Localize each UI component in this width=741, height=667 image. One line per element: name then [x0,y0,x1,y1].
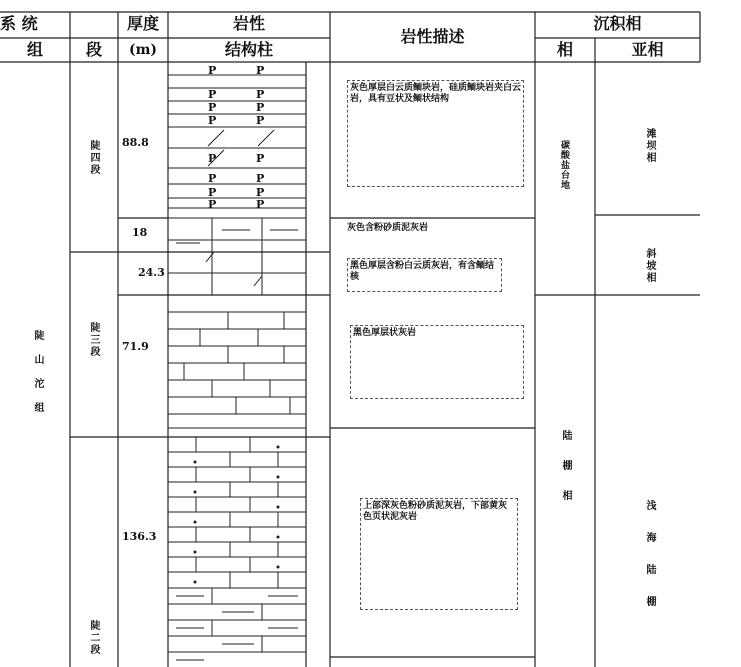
thickness-value: 136.3 [122,530,157,543]
description-text: 上部深灰色粉砂质泥灰岩，下部黄灰色页状泥灰岩 [363,501,508,522]
description-text: 黑色厚层状灰岩 [353,328,417,338]
pattern-symbol: P [208,186,217,199]
header-facies: 沉积相 [593,14,642,33]
description-box [360,498,518,610]
facies-name: 陆棚相 [560,430,571,520]
subfacies-name: 斜坡相 [644,248,655,284]
pattern-symbol: P [208,114,217,127]
thickness-value: 24.3 [138,266,165,279]
pattern-symbol: P [256,88,265,101]
pattern-symbol: P [208,152,217,165]
header-thickness-unit: (m) [128,42,158,58]
pattern-symbol: P [256,172,265,185]
pattern-symbol: P [208,101,217,114]
header-segment: 段 [85,40,102,59]
header-subfacies: 亚相 [631,40,664,59]
thickness-value: 88.8 [122,136,149,149]
segment-name: 陡二段 [88,620,99,656]
pattern-symbol: P [256,101,265,114]
description-text: 黑色厚层含粉白云质灰岩，有含鲕结核 [350,261,495,282]
segment-name: 陡三段 [88,322,99,358]
pattern-symbol: P [256,198,265,211]
subfacies-name: 浅海陆棚 [644,500,655,628]
pattern-symbol: P [256,186,265,199]
header-facies-sub: 相 [556,40,573,59]
header-lithology-column-sub: 结构柱 [224,40,273,59]
pattern-symbol: P [256,64,265,77]
pattern-symbol: P [208,198,217,211]
description-box [347,80,524,187]
description-box [350,325,524,399]
pattern-symbol: P [208,88,217,101]
header-lithology-column: 岩性 [232,14,265,33]
pattern-symbol: P [256,114,265,127]
thickness-value: 71.9 [122,340,149,353]
pattern-symbol: P [208,64,217,77]
header-lithology-description: 岩性描述 [400,27,465,46]
pattern-symbol: P [256,152,265,165]
thickness-value: 18 [132,226,148,239]
description-box [347,258,502,292]
header-system: 系 统 [0,14,38,33]
description-text: 灰色厚层白云质鲕块岩，硅质鲕块岩夹白云岩，具有豆状及鲕状结构 [350,83,522,104]
description-text: 灰色含粉砂质泥灰岩 [347,223,429,233]
group-name: 陡山沱组 [32,330,43,426]
subfacies-name: 滩坝相 [644,128,655,164]
header-thickness: 厚度 [126,14,159,33]
segment-name: 陡四段 [88,140,99,176]
header-group: 组 [26,40,43,59]
facies-name: 碳酸盐台地 [559,140,569,190]
pattern-symbol: P [208,172,217,185]
